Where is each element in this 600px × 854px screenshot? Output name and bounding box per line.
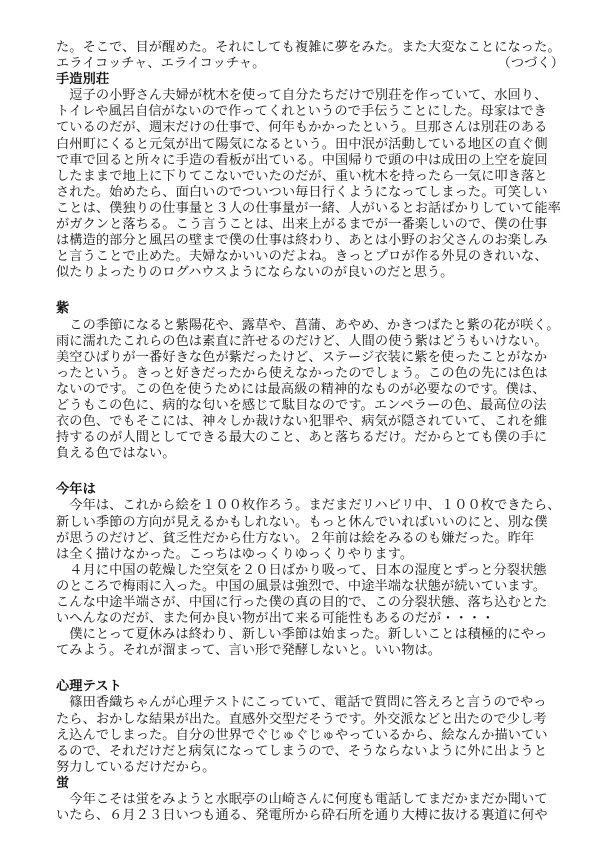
text-line: トイレや風呂自信がないので作ってくれというので手伝うことにした。母家はでき: [56, 104, 547, 120]
text-line: された。始めたら、面白いのでついつい毎日行くようになってしまった。可笑しい: [56, 184, 548, 200]
text-line: は構造的部分と風呂の壁まで僕の仕事は終わり、あとは小野のお父さんのお楽しみ: [56, 233, 548, 249]
text-line: こんな中途半端さが、中国に行った僕の真の目的で、この分裂状態、落ち込むとた: [56, 595, 548, 610]
text-line: のところで梅雨に入った。中国の風景は強烈で、中途半端な状態が続いています。: [56, 578, 547, 594]
text-line: が思うのだけど、貧乏性だから仕方ない。２年前は絵をみるのも嫌だった。昨年: [56, 530, 535, 546]
text-line: は全く描けなかった。こっちはゆっくりゆっくりやります。: [56, 546, 414, 562]
text-line: ったという。きっと好きだったから使えなかったのでしょう。この色の先には色は: [56, 365, 548, 381]
text-line: ４月に中国の乾燥した空気を２０日ばかり吸って、日本の湿度とずっと分裂状態: [56, 562, 547, 578]
intro-block: [56, 40, 576, 72]
text-line: 美空ひばりが一番好きな色が紫だったけど、ステージ衣装に紫を使ったことがなか: [56, 349, 548, 365]
text-line: 雨に濡れたこれらの色は素直に許せるのだけど、人間の使う紫はどうもいけない。: [56, 333, 548, 349]
text-line: 似たりよったりのログハウスようにならないのが良いのだと思う。: [56, 265, 454, 281]
section-heading: 今年は: [56, 482, 96, 498]
section-heading: 心理テスト: [56, 679, 122, 695]
text-line: 僕にとって夏休みは終わり、新しい季節は始まった。新しいことは積極的にやっ: [56, 627, 548, 643]
text-line: いたら、６月２３日いつも通る、発電所から砕石所を通り大榑に抜ける裏道に何や: [56, 808, 548, 824]
continued-note: （つづく）: [497, 56, 564, 72]
section-purple: [56, 301, 576, 462]
text-line: で車で回ると所々に手造の看板が出ている。中国帰りで頭の中は成田の上空を旋回: [56, 152, 548, 168]
text-line: 新しい季節の方向が見えるかもしれない。もっと休んでいればいいのにと、別な僕: [56, 514, 548, 530]
text-line: と言うことで止めた。夫婦なかいいのだよね。きっとプロが作る外見のきれいな、: [56, 249, 548, 265]
section-handmade-villa: [56, 72, 576, 281]
text-line: 衣の色、でもそこには、神々しか裁けない犯罪や、病気が隠されていて、これを維: [56, 414, 548, 430]
text-line: がガクンと落ちる。こう言うことは、出来上がるまでが一番楽しいので、僕の仕事: [56, 217, 548, 233]
text-line: 持するのが人間としてできる最大のこと、あと落ちるだけ。だからとても僕の手に: [56, 430, 548, 446]
text-line: 篠田香織ちゃんが心理テストにこっていて、電話で質問に答えろと言うのでやっ: [56, 695, 547, 711]
text-line: 逗子の小野さん夫婦が枕木を使って自分たちだけで別荘を作っていて、水回り、: [56, 88, 548, 104]
text-line: たら、おかしな結果が出た。直感外交型だそうです。外交派などと出たので少し考: [56, 711, 547, 727]
section-psych-test: [56, 679, 576, 776]
text-line: え込んでしまった。自分の世界でぐじゅぐじゅやっているから、絵なんか描いてい: [56, 727, 548, 743]
section-spacer: [56, 281, 576, 301]
text-line: エライコッチャ、エライコッチャ。: [56, 56, 266, 72]
section-this-year: [56, 482, 576, 659]
text-line: ないのです。この色を使うためには最高級の精神的なものが必要なのです。僕は、: [56, 381, 546, 397]
document-page: [56, 40, 576, 824]
text-line: ことは、僕独りの仕事量と３人の仕事量が一緒、人がいるとお話ばかりしていて能率: [56, 200, 561, 216]
text-line: てみよう。それが溜まって、言い形で発酵しないと。いい物は。: [56, 643, 442, 659]
section-spacer: [56, 659, 576, 679]
text-line: 今年は、これから絵を１００枚作ろう。まだまだリハビリ中、１００枚できたら、: [56, 498, 561, 514]
text-line: この季節になると紫陽花や、露草や、菖蒲、あやめ、かきつばたと紫の花が咲く。: [56, 317, 560, 333]
section-spacer: [56, 462, 576, 482]
intro-last-line: [56, 56, 576, 72]
section-heading: 手造別荘: [56, 72, 110, 88]
section-heading: 紫: [56, 301, 70, 317]
text-line: どうもこの色に、病的な匂いを感じて駄目なのです。エンペラーの色、最高位の法: [56, 397, 547, 413]
text-line: 白州町にくると元気が出て陽気になるという。田中泯が活動している地区の直ぐ側: [56, 136, 548, 152]
section-heading: 蛍: [56, 775, 70, 791]
text-line: 負える色ではない。: [56, 446, 176, 462]
text-line: 努力しているだけだから。: [56, 759, 216, 775]
text-line: いへんなのだが、また何か良い物が出て来る可能性もあるのだが・・・・: [56, 611, 495, 627]
section-firefly: [56, 776, 576, 824]
text-line: た。そこで、目が醒めた。それにしても複雑に夢をみた。また大変なことになった。: [56, 40, 561, 55]
text-line: 今年こそは蛍をみようと水眠亭の山崎さんに何度も電話してまだかまだか聞いて: [56, 792, 548, 808]
text-line: るので、それだけだと病気になってしまうので、そうならないように外に出ようと: [56, 743, 548, 759]
text-line: ているのだが、週末だけの仕事で、何年もかかったという。旦那さんは別荘のある: [56, 120, 548, 136]
text-line: したままで地上に下りてこないでいたのだが、重い枕木を持ったら一気に叩き落と: [56, 168, 548, 184]
